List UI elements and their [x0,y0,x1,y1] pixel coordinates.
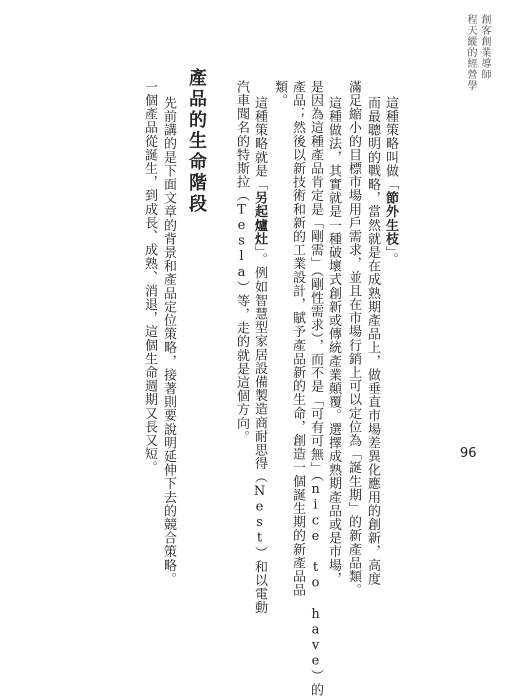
header-series-title: 創客創業導師 [479,14,490,80]
paragraph-column: 一個產品從誕生，到成長、成熟、消退，這個生命週期又長又短。 [142,80,157,475]
header-book-title: 程天縱的經營學 [465,14,476,91]
paragraph-column: 汽車聞名的特斯拉（Tesla）等，走的就是這個方向。 [234,80,249,444]
paragraph-column: 產品；然後以新技術和新的工業設計，賦予產品新的生命，創造一個誕生期的新產品品 [290,80,305,597]
page-number: 96 [460,446,477,461]
paragraph-column: 這種做法，其實就是一種破壞式創新或傳統產業顛覆。選擇成熟期產品或是市場， [326,96,341,586]
text-run: 」。 [383,245,398,267]
text-run: 」。例如智慧型家居設備製造商耐思得（Nest）和以電動 [252,245,267,615]
paragraph-column: 是因為這種產品肯定是「剛需」（剛性需求），而不是「可有可無」（nice to have）的 [308,80,323,697]
bold-term: 節外生枝 [383,191,398,246]
running-header [465,14,490,94]
text-run: 這種策略叫做「 [383,96,398,192]
paragraph-column [251,96,267,614]
paragraph-column [382,96,398,266]
paragraph-column: 類。 [272,80,287,108]
bold-term: 另起爐灶 [252,191,267,246]
paragraph-column: 滿足縮小的目標市場用戶需求，並且在市場行銷上可以定位為「誕生期」的新產品類。 [346,80,361,597]
text-run: 這種策略就是「 [252,96,267,192]
paragraph-column: 先前講的是下面文章的背景和產品定位策略，接著則要說明延伸下去的競合策略。 [161,96,176,586]
section-heading: 產品的生命階段 [186,68,207,215]
paragraph-column: 而最聰明的戰略，當然就是在成熟期產品上，做垂直市場差異化應用的創新，高度 [365,96,380,586]
